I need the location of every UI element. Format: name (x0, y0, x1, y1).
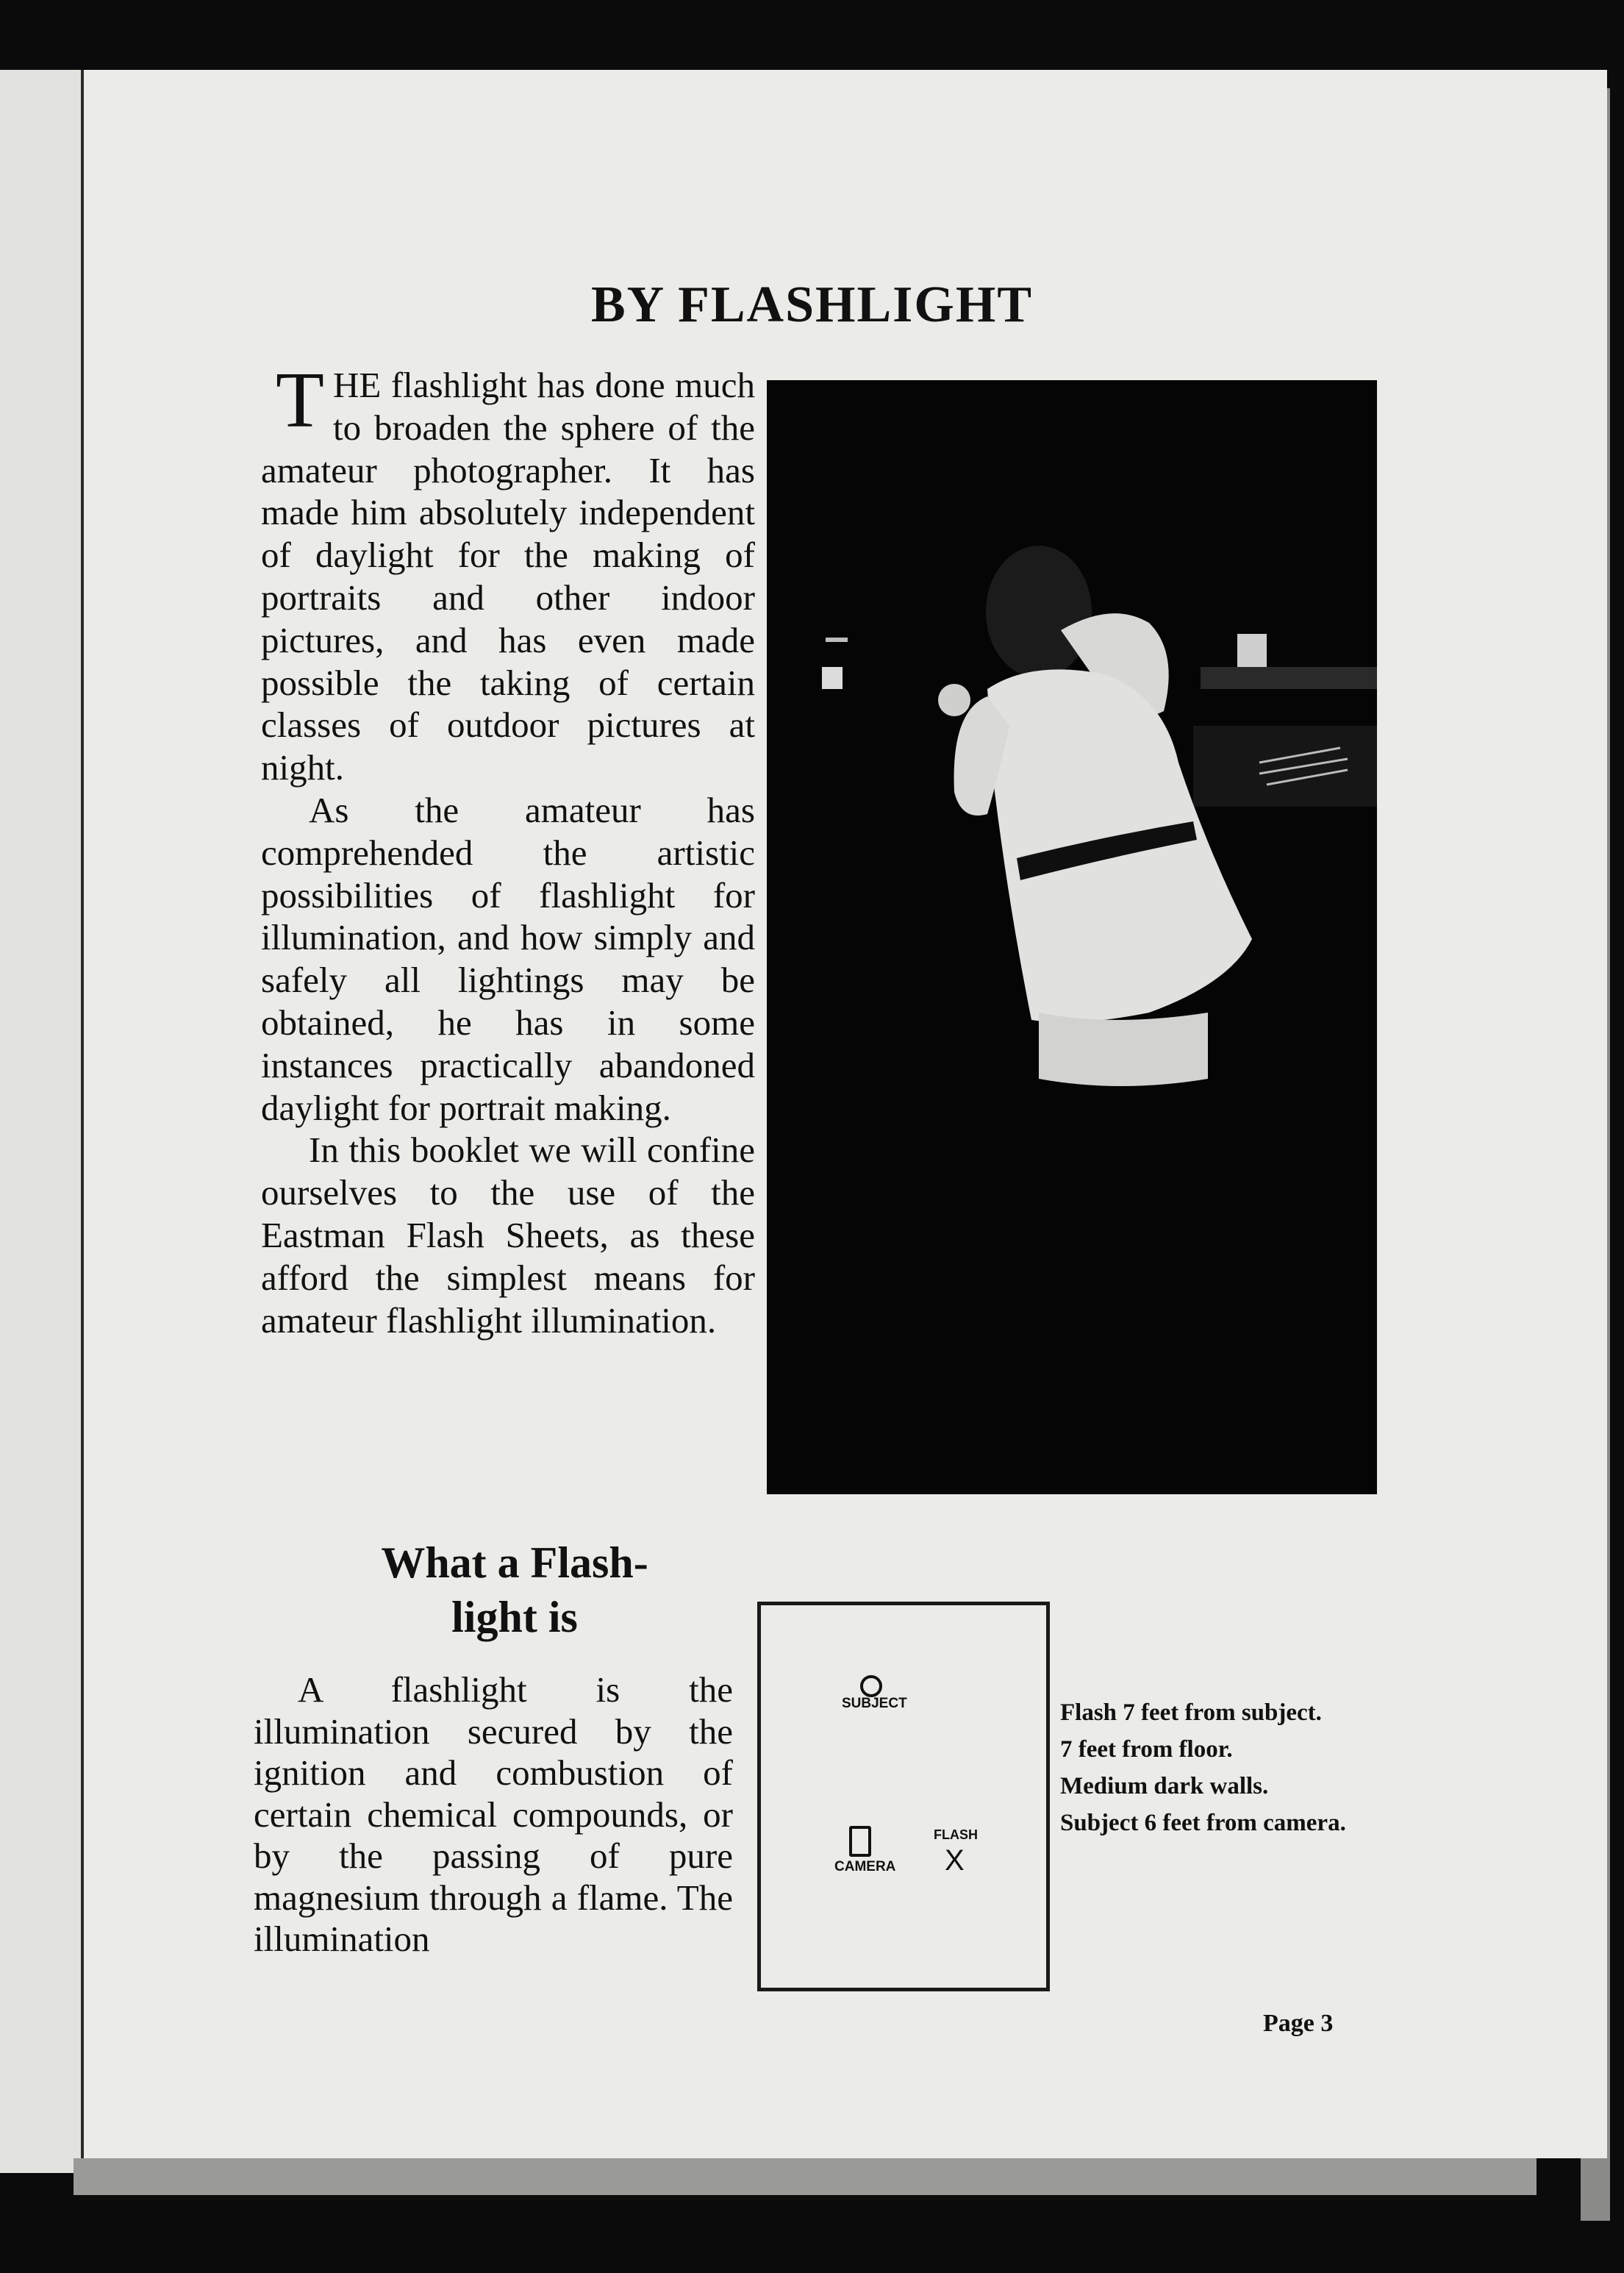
note-item: Medium dark walls. (1060, 1773, 1269, 1799)
section-heading (309, 1535, 720, 1644)
intro-paragraph-2: As the amateur has comprehended the artistic possibilities of flashlight for illumination, and how simply and safely all lightings may be obtained, he has in some instances practically abandoned daylight for portrait making. (261, 789, 755, 1128)
flashlight-photograph (767, 380, 1377, 1494)
flash-label: FLASH (934, 1827, 978, 1842)
drop-cap: T (276, 357, 324, 444)
section-paragraph: A flashlight is the illumination secured by the ignition and combustion of certain chemical compounds, or by the passing of pure magnesium through a flame. The illumination (254, 1669, 733, 1959)
section-heading-line-2: light is (451, 1593, 578, 1641)
subject-circle-icon (860, 1675, 882, 1697)
intro-paragraph-1 (261, 357, 755, 789)
child-at-piano-photo (767, 380, 1377, 1494)
note-item: Flash 7 feet from subject. (1060, 1699, 1322, 1726)
section-heading-line-1: What a Flash- (381, 1538, 648, 1587)
diagram-notes (1060, 1697, 1362, 1844)
lighting-diagram (757, 1602, 1050, 1991)
bottom-page-edge (74, 2158, 1537, 2195)
camera-icon (849, 1826, 871, 1857)
page-number: Page 3 (1263, 2010, 1334, 2037)
intro-paragraph-3: In this booklet we will confine ourselves to the use of the Eastman Flash Sheets, as these afford the simplest means for amateur flashlight illumination. (261, 1130, 755, 1341)
flash-x-mark: X (945, 1844, 965, 1877)
subject-label: SUBJECT (842, 1696, 907, 1711)
note-item: Subject 6 feet from camera. (1060, 1810, 1346, 1836)
page-title: BY FLASHLIGHT (590, 276, 1034, 333)
left-page-edge (0, 70, 82, 2173)
note-item: 7 feet from floor. (1060, 1736, 1233, 1763)
intro-paragraph-1-text: HE flashlight has done much to broaden the sphere of the amateur photographer. It has made him absolutely independent of daylight for the making of portraits and other indoor pictures, and has even made possible the taking of certain classes of outdoor pictures at night. (261, 365, 755, 788)
intro-text (261, 357, 755, 1341)
camera-label: CAMERA (834, 1859, 896, 1874)
section-body (254, 1669, 733, 1960)
